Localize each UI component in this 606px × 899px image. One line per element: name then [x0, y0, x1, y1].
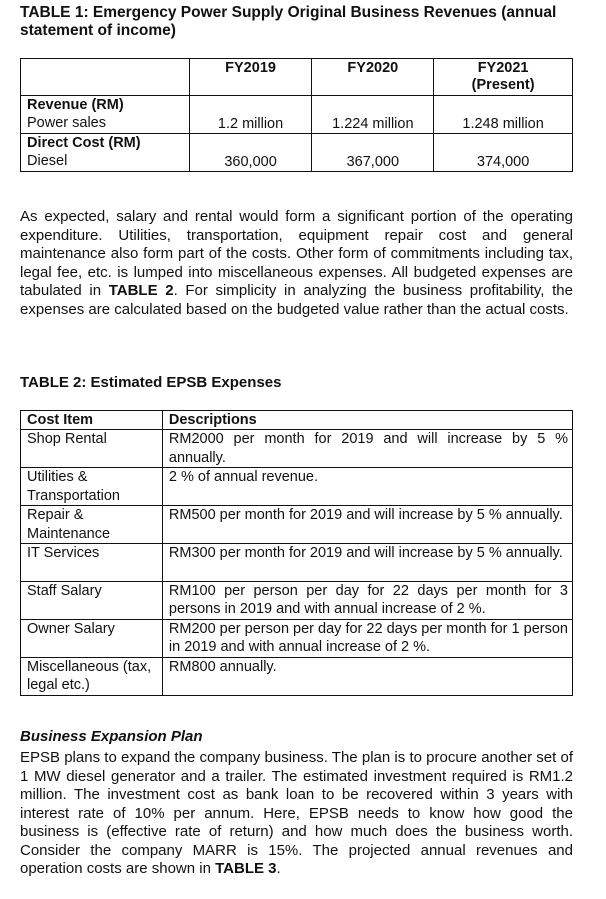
- table2-reference: TABLE 2: [108, 282, 174, 299]
- value-fy2020: 367,000: [312, 134, 434, 172]
- cost-description: 2 % of annual revenue.: [162, 468, 572, 506]
- table1-title: TABLE 1: Emergency Power Supply Original Business Revenues (annual statement of income): [20, 4, 557, 39]
- row-label-cell: [21, 134, 190, 172]
- row-item: Diesel: [27, 153, 68, 169]
- table1-header-fy2020: FY2020: [312, 59, 434, 96]
- table1-header-fy2021: [434, 59, 573, 96]
- header-cost-item: Cost Item: [21, 411, 163, 430]
- table-row: [21, 619, 573, 657]
- table-row: [21, 581, 573, 619]
- table1-header-fy2019: FY2019: [189, 59, 312, 96]
- table2-expenses: [20, 410, 573, 696]
- value-fy2019: 360,000: [189, 134, 312, 172]
- cost-item: Staff Salary: [21, 581, 163, 619]
- value-fy2019: 1.2 million: [189, 96, 312, 134]
- row-category: Revenue (RM): [27, 97, 124, 113]
- table-row: [21, 657, 573, 695]
- cost-description: RM2000 per month for 2019 and will increase by 5 % annually.: [162, 430, 572, 468]
- row-category: Direct Cost (RM): [27, 135, 141, 151]
- table1-header-blank: [21, 59, 190, 96]
- cost-description: RM100 per person per day for 22 days per month for 3 persons in 2019 and with annual increase of 2 %.: [162, 581, 572, 619]
- cost-description: RM800 annually.: [162, 657, 572, 695]
- cost-description: RM500 per month for 2019 and will increase by 5 % annually.: [162, 506, 572, 544]
- expenses-paragraph: [20, 208, 573, 319]
- paragraph-text: .: [276, 860, 281, 877]
- table-row: [21, 506, 573, 544]
- cost-item: IT Services: [21, 544, 163, 582]
- table2-title: TABLE 2: Estimated EPSB Expenses: [20, 374, 282, 391]
- cost-description: RM200 per person per day for 22 days per month for 1 person in 2019 and with annual increase of 2 %.: [162, 619, 572, 657]
- value-fy2020: 1.224 million: [312, 96, 434, 134]
- row-item: Power sales: [27, 115, 106, 131]
- expansion-heading: Business Expansion Plan: [20, 728, 203, 745]
- cost-item: Repair & Maintenance: [21, 506, 163, 544]
- cost-description: RM300 per month for 2019 and will increase by 5 % annually.: [162, 544, 572, 582]
- cost-item: Owner Salary: [21, 619, 163, 657]
- table-row: [21, 96, 573, 134]
- table-row: [21, 134, 573, 172]
- expansion-paragraph: [20, 749, 573, 879]
- table-row: [21, 544, 573, 582]
- fy2021-present-label: (Present): [471, 77, 535, 93]
- table-row: [21, 430, 573, 468]
- row-label-cell: [21, 96, 190, 134]
- table-row: [21, 468, 573, 506]
- header-descriptions: Descriptions: [162, 411, 572, 430]
- cost-item: Miscellaneous (tax, legal etc.): [21, 657, 163, 695]
- table1-header-row: [21, 59, 573, 96]
- value-fy2021: 1.248 million: [434, 96, 573, 134]
- table1-revenues: [20, 58, 573, 172]
- table2-header-row: [21, 411, 573, 430]
- value-fy2021: 374,000: [434, 134, 573, 172]
- paragraph-text: . For simplicity in analyzing the business profitability, the expenses are calculated based on the budgeted value rather than the actual costs.: [20, 282, 573, 318]
- cost-item: Utilities & Transportation: [21, 468, 163, 506]
- table3-reference: TABLE 3: [215, 860, 277, 877]
- fy2021-label: FY2021: [477, 60, 529, 76]
- cost-item: Shop Rental: [21, 430, 163, 468]
- paragraph-text: As expected, salary and rental would form a significant portion of the operating expenditure. Utilities, transportation, equipment repair cost and general maintenance also form part of the costs. Other form of commitments including tax, legal fee, etc. is lumped into miscellaneous expenses. All budgeted expenses are tabulated in: [20, 208, 573, 299]
- paragraph-text: EPSB plans to expand the company business. The plan is to procure another set of 1 MW diesel generator and a trailer. The estimated investment required is RM1.2 million. The investment cost as bank loan to be recovered within 3 years with interest rate of 10% per annum. Here, EPSB needs to know how good the business is (effective rate of return) and how much does the business worth. Consider the company MARR is 15%. The projected annual revenues and operation costs are shown in: [20, 749, 573, 877]
